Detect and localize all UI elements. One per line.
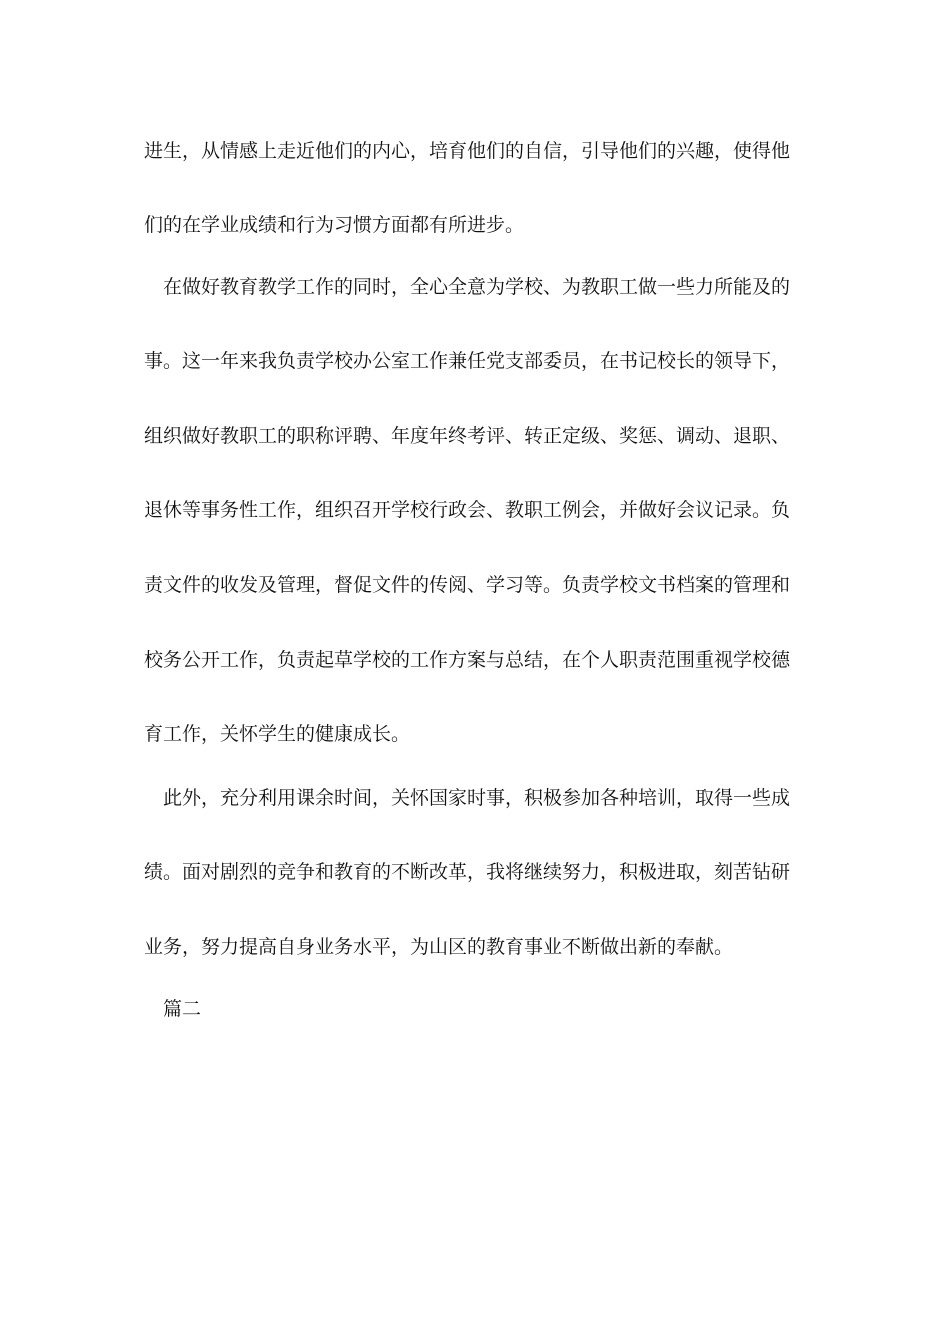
text-line: 责文件的收发及管理，督促文件的传阅、学习等。负责学校文书档案的管理和 xyxy=(144,574,791,596)
text-line: 退休等事务性工作，组织召开学校行政会、教职工例会，并做好会议记录。负 xyxy=(144,499,791,521)
text-line: 事。这一年来我负责学校办公室工作兼任党支部委员，在书记校长的领导下， xyxy=(144,350,791,372)
paragraph-start-line: 此外，充分利用课余时间，关怀国家时事，积极参加各种培训，取得一些成 xyxy=(163,787,791,809)
text-line: 们的在学业成绩和行为习惯方面都有所进步。 xyxy=(144,214,525,236)
section-heading: 篇二 xyxy=(163,998,202,1020)
text-line: 进生，从情感上走近他们的内心，培育他们的自信，引导他们的兴趣，使得他 xyxy=(144,140,791,162)
text-line: 育工作，关怀学生的健康成长。 xyxy=(144,723,411,745)
paragraph-start-line: 在做好教育教学工作的同时，全心全意为学校、为教职工做一些力所能及的 xyxy=(163,276,791,298)
text-line: 绩。面对剧烈的竞争和教育的不断改革，我将继续努力，积极进取，刻苦钻研 xyxy=(144,861,791,883)
text-line: 校务公开工作，负责起草学校的工作方案与总结，在个人职责范围重视学校德 xyxy=(144,649,791,671)
text-line: 业务，努力提高自身业务水平，为山区的教育事业不断做出新的奉献。 xyxy=(144,936,734,958)
text-line: 组织做好教职工的职称评聘、年度年终考评、转正定级、奖惩、调动、退职、 xyxy=(144,425,791,447)
